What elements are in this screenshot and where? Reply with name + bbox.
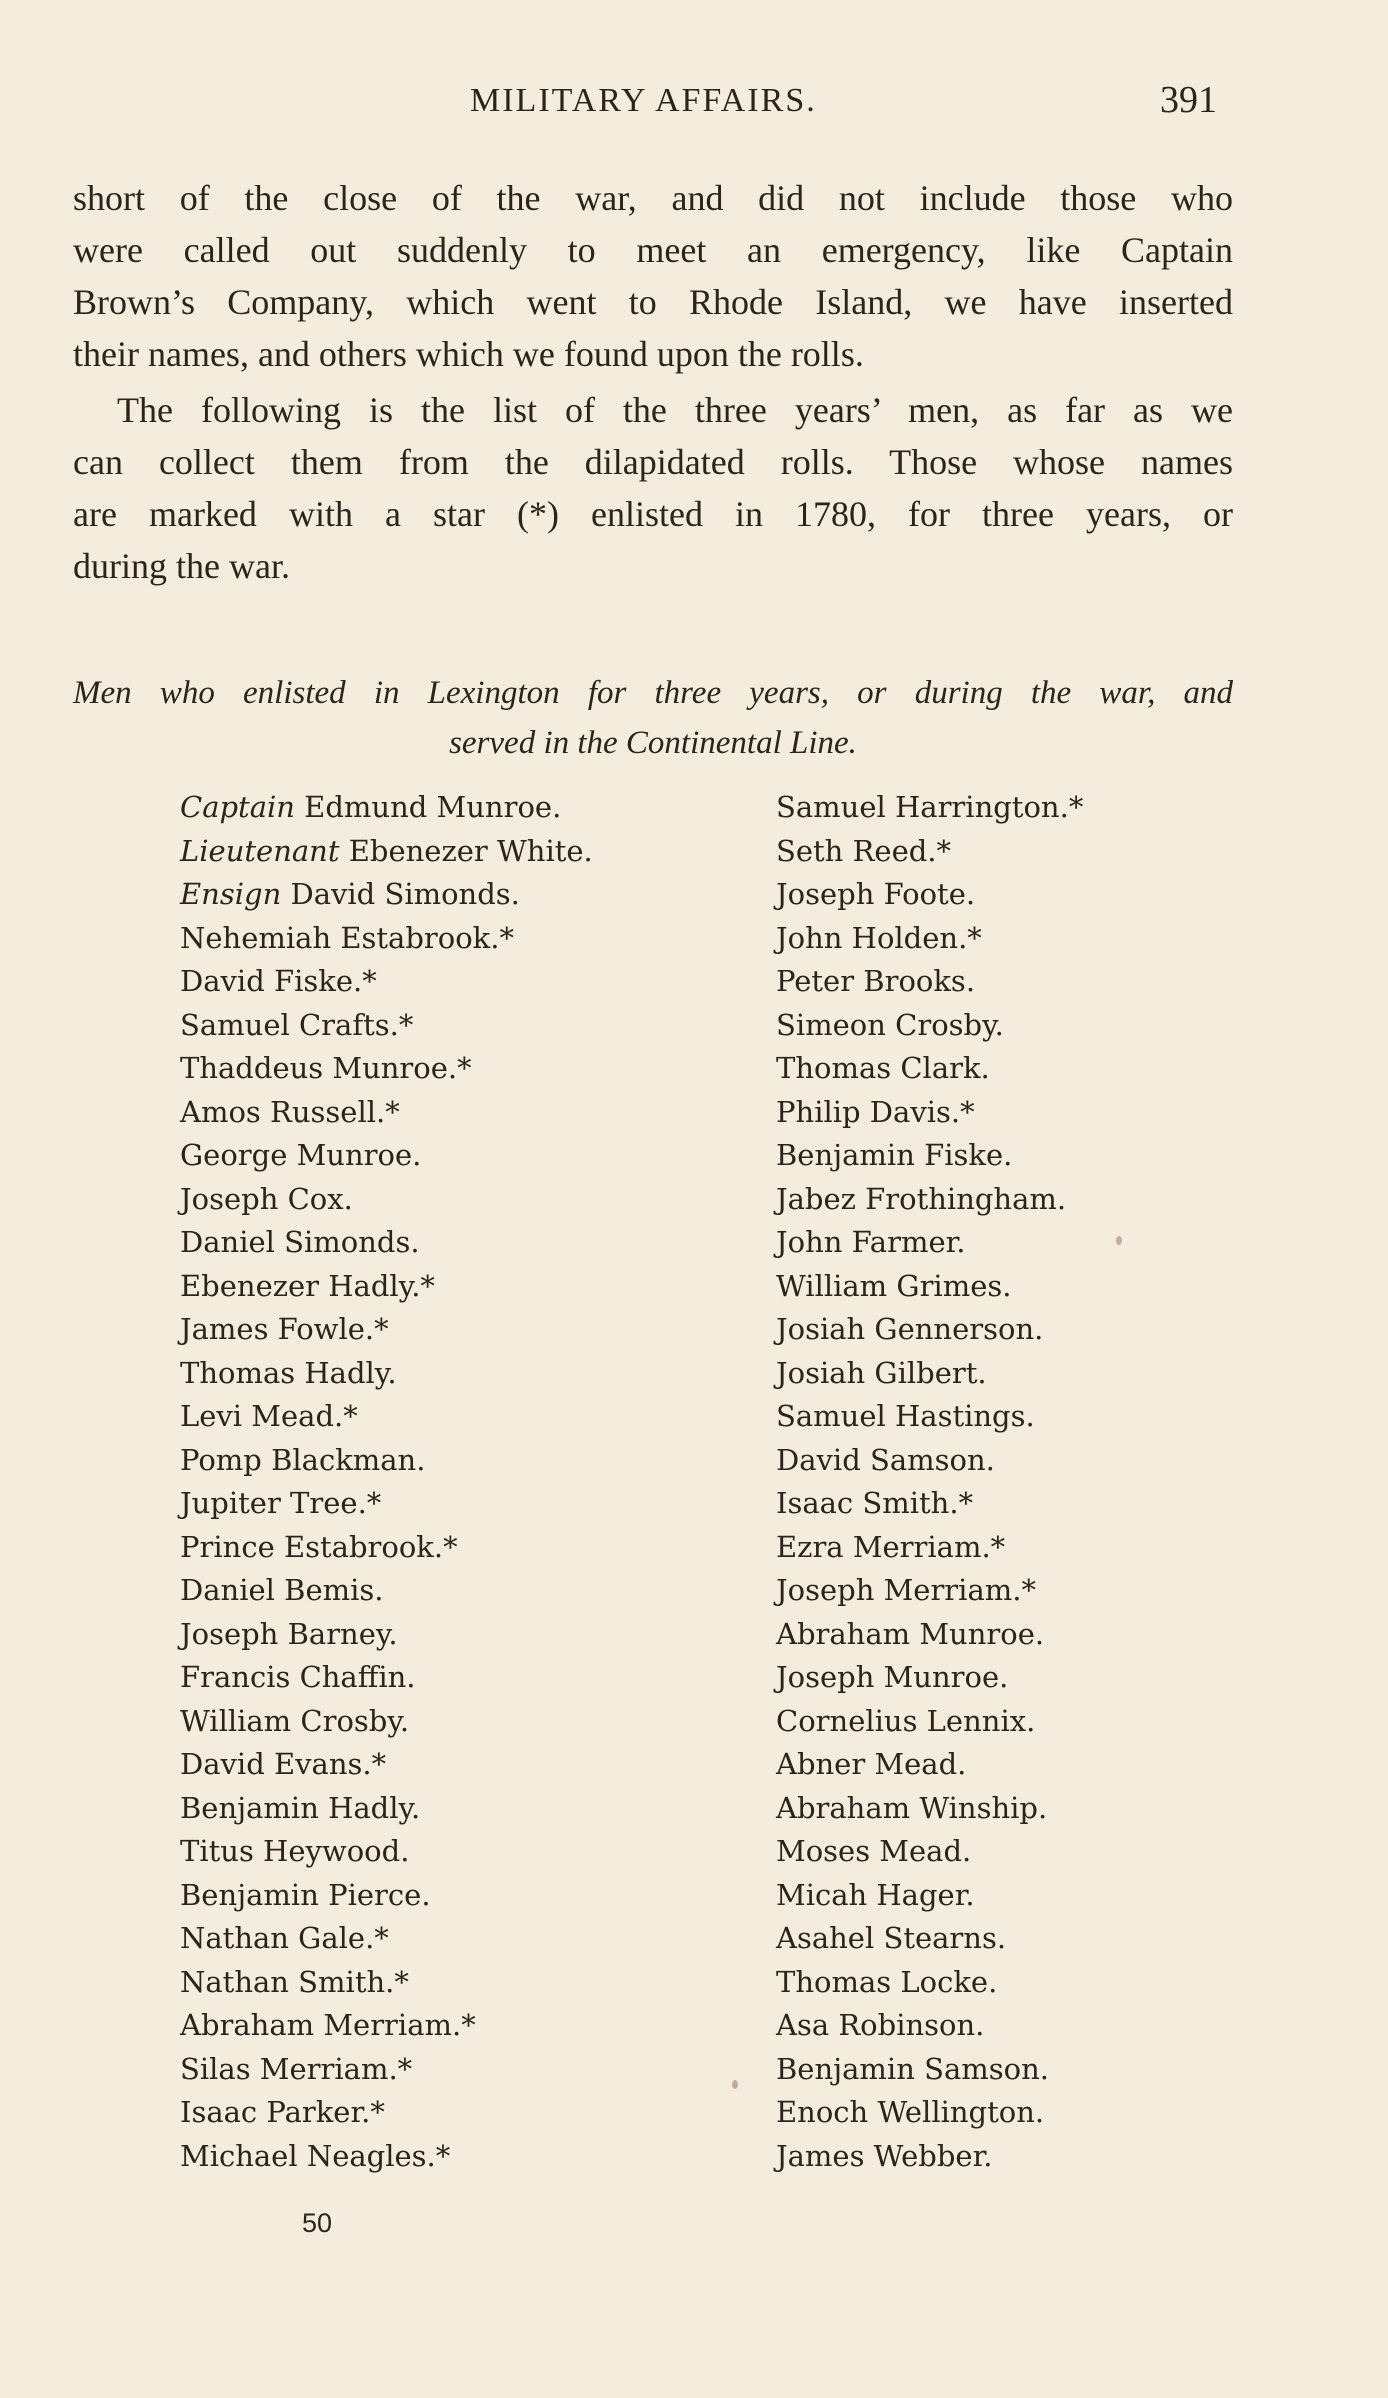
soldier-entry: David Samson.	[776, 1442, 995, 1477]
soldier-name: George Munroe.	[180, 1138, 422, 1172]
running-title: MILITARY AFFAIRS.	[470, 82, 817, 119]
soldier-name: James Fowle.*	[180, 1312, 389, 1346]
soldier-entry	[180, 1656, 593, 1700]
soldier-name: Nathan Smith.*	[180, 1964, 409, 1999]
soldier-entry: Philip Davis.*	[776, 1094, 975, 1129]
soldier-entry: Joseph Munroe.	[776, 1660, 1009, 1694]
soldier-entry: Ezra Merriam.*	[776, 1529, 1006, 1564]
soldier-entry	[180, 917, 593, 961]
text-line: Brown’s Company, which went to Rhode Island, we have inserted	[73, 282, 1233, 322]
soldier-entry: James Webber.	[776, 2138, 993, 2173]
paragraph-list-intro	[73, 384, 1233, 592]
soldier-entry	[180, 1787, 593, 1831]
soldier-name: Pomp Blackman.	[180, 1442, 426, 1477]
soldier-entry	[180, 1743, 593, 1787]
soldier-name: Daniel Bemis.	[180, 1573, 384, 1607]
soldier-name: Levi Mead.*	[180, 1399, 358, 1433]
soldier-entry: Samuel Harrington.*	[776, 790, 1084, 824]
soldier-entry	[180, 1482, 593, 1526]
soldier-entry	[180, 1917, 593, 1961]
text-line: during the war.	[73, 546, 290, 586]
soldier-name: William Crosby.	[180, 1703, 410, 1738]
soldier-entry: Asahel Stearns.	[776, 1921, 1007, 1955]
soldier-entry	[180, 1439, 593, 1483]
soldier-entry: Cornelius Lennix.	[776, 1703, 1036, 1738]
soldier-entry: Josiah Gennerson.	[776, 1312, 1044, 1346]
text-line: can collect them from the dilapidated rolls. Those whose names	[73, 442, 1233, 482]
page-number: 391	[1160, 79, 1217, 121]
soldier-entry	[180, 1308, 593, 1352]
soldier-entry	[180, 2091, 593, 2135]
soldier-name: David Evans.*	[180, 1747, 387, 1781]
soldier-entry	[180, 1134, 593, 1178]
soldier-entry: Jabez Frothingham.	[776, 1181, 1067, 1216]
soldier-entry	[180, 1004, 593, 1048]
soldier-entry: John Holden.*	[776, 920, 982, 955]
enlisted-men-right-column	[776, 786, 1083, 2178]
soldier-entry	[180, 1265, 593, 1309]
soldier-entry: Enoch Wellington.	[776, 2095, 1045, 2129]
soldier-entry: Isaac Smith.*	[776, 1486, 974, 1520]
soldier-entry: Seth Reed.*	[776, 833, 952, 868]
soldier-entry: Moses Mead.	[776, 1834, 972, 1868]
soldier-name: Joseph Barney.	[180, 1616, 398, 1651]
soldier-name: Samuel Crafts.*	[180, 1007, 414, 1042]
soldier-name: David Simonds.	[281, 877, 520, 911]
soldier-entry	[180, 1874, 593, 1918]
soldier-name: Benjamin Pierce.	[180, 1877, 431, 1912]
soldier-name: Thomas Hadly.	[180, 1355, 397, 1390]
soldier-entry: Josiah Gilbert.	[776, 1355, 987, 1390]
soldier-entry: Benjamin Samson.	[776, 2051, 1049, 2086]
caption-line: Men who enlisted in Lexington for three years, or during the war, and	[73, 675, 1233, 711]
soldier-entry: Abraham Winship.	[776, 1790, 1048, 1825]
soldier-name: Ebenezer White.	[339, 833, 593, 868]
soldier-name: Titus Heywood.	[180, 1834, 410, 1868]
soldier-name: Michael Neagles.*	[180, 2138, 451, 2173]
soldier-entry	[180, 2135, 593, 2179]
soldier-entry: Peter Brooks.	[776, 964, 976, 998]
rank-label: Ensign	[180, 877, 282, 911]
soldier-entry	[180, 1395, 593, 1439]
soldier-entry	[180, 1569, 593, 1613]
soldier-name: David Fiske.*	[180, 964, 377, 998]
soldier-entry: Asa Robinson.	[776, 2008, 985, 2042]
soldier-entry: Abner Mead.	[776, 1747, 967, 1781]
soldier-name: Prince Estabrook.*	[180, 1529, 458, 1564]
soldier-entry: Thomas Clark.	[776, 1051, 990, 1085]
soldier-entry	[180, 2048, 593, 2092]
soldier-name: Benjamin Hadly.	[180, 1790, 421, 1825]
soldier-name: Nathan Gale.*	[180, 1921, 389, 1955]
rank-label: Captain	[180, 790, 295, 824]
ink-speck	[1116, 1236, 1122, 1245]
text-line: short of the close of the war, and did not include those who	[73, 178, 1233, 218]
soldier-entry	[180, 1221, 593, 1265]
soldier-entry: William Grimes.	[776, 1268, 1012, 1303]
soldier-name: Daniel Simonds.	[180, 1225, 420, 1259]
soldier-entry: Joseph Merriam.*	[776, 1573, 1036, 1607]
soldier-entry	[180, 2004, 593, 2048]
rank-label: Lieutenant	[180, 833, 340, 868]
soldier-entry	[180, 873, 593, 917]
soldier-entry: Joseph Foote.	[776, 877, 976, 911]
soldier-name: Jupiter Tree.*	[180, 1486, 382, 1520]
soldier-entry	[180, 786, 593, 830]
soldier-entry: Micah Hager.	[776, 1877, 975, 1912]
soldier-entry	[180, 830, 593, 874]
text-line: The following is the list of the three years’ men, as far as we	[117, 390, 1233, 430]
signature-mark: 50	[302, 2208, 333, 2238]
ink-speck	[732, 2080, 738, 2089]
soldier-name: Joseph Cox.	[180, 1181, 353, 1216]
soldier-entry	[180, 1700, 593, 1744]
soldier-entry: Thomas Locke.	[776, 1964, 998, 1999]
soldier-entry: Benjamin Fiske.	[776, 1138, 1013, 1172]
soldier-entry: Abraham Munroe.	[776, 1616, 1045, 1651]
soldier-entry	[180, 1613, 593, 1657]
enlisted-men-left-column	[180, 786, 593, 2178]
soldier-name: Isaac Parker.*	[180, 2095, 385, 2129]
text-line: their names, and others which we found upon the rolls.	[73, 334, 864, 374]
soldier-entry	[180, 1047, 593, 1091]
soldier-name: Edmund Munroe.	[294, 790, 562, 824]
soldier-entry: Simeon Crosby.	[776, 1007, 1004, 1042]
soldier-entry	[180, 1178, 593, 1222]
soldier-name: Amos Russell.*	[180, 1094, 400, 1129]
text-line: were called out suddenly to meet an emergency, like Captain	[73, 230, 1233, 270]
soldier-name: Thaddeus Munroe.*	[180, 1051, 472, 1085]
soldier-name: Ebenezer Hadly.*	[180, 1268, 435, 1303]
paragraph-continued	[73, 172, 1233, 380]
soldier-entry	[180, 960, 593, 1004]
soldier-entry: Samuel Hastings.	[776, 1399, 1035, 1433]
soldier-name: Francis Chaffin.	[180, 1660, 416, 1694]
text-line: are marked with a star (*) enlisted in 1780, for three years, or	[73, 494, 1233, 534]
caption-line: served in the Continental Line.	[449, 725, 857, 761]
soldier-name: Silas Merriam.*	[180, 2051, 413, 2086]
soldier-name: Nehemiah Estabrook.*	[180, 920, 514, 955]
soldier-entry	[180, 1830, 593, 1874]
soldier-entry	[180, 1091, 593, 1135]
soldier-entry: John Farmer.	[776, 1225, 966, 1259]
soldier-entry	[180, 1961, 593, 2005]
list-caption	[73, 668, 1233, 768]
soldier-entry	[180, 1526, 593, 1570]
soldier-entry	[180, 1352, 593, 1396]
soldier-name: Abraham Merriam.*	[180, 2008, 476, 2042]
